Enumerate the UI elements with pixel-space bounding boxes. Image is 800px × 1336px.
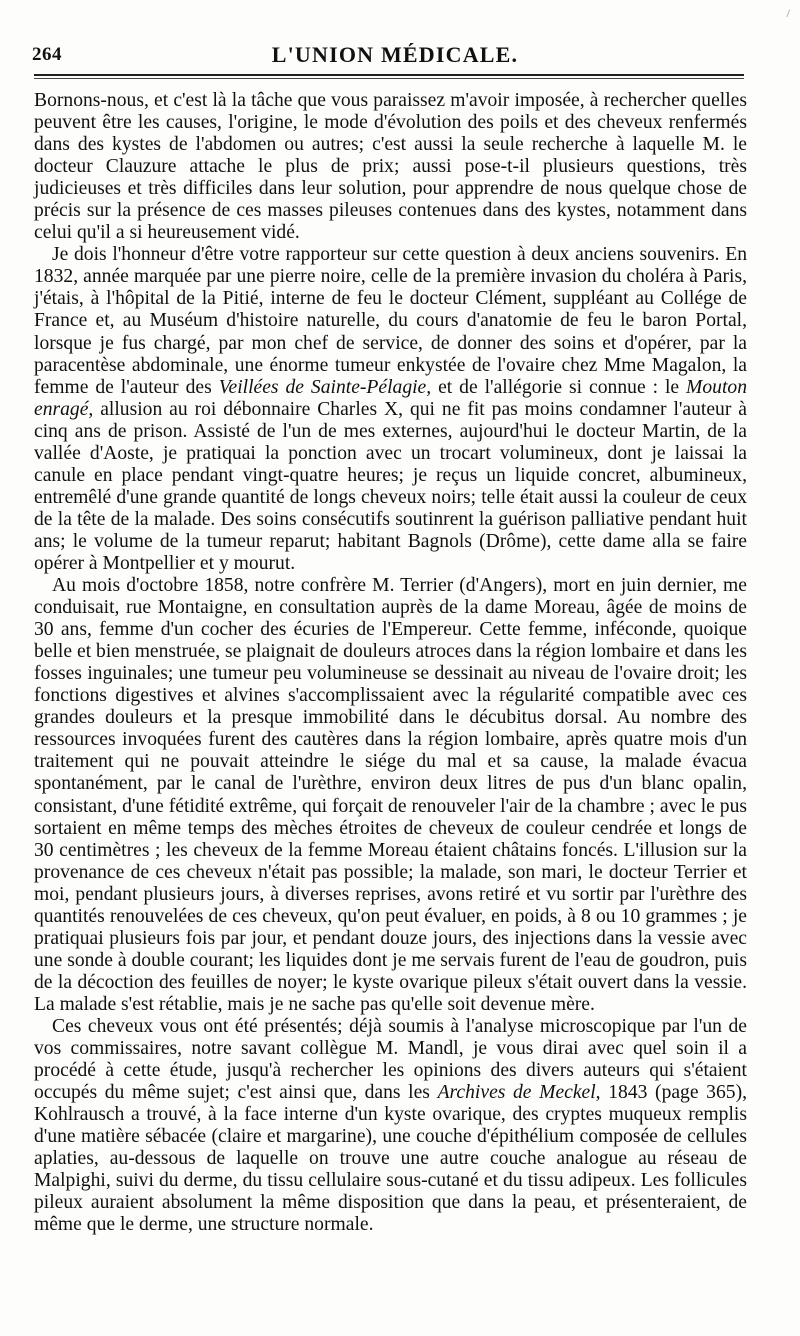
running-title: L'UNION MÉDICALE. <box>271 42 519 67</box>
book-title: Mouton enragé, <box>34 376 747 420</box>
paragraph-4 <box>34 1016 747 1236</box>
header-rule <box>34 74 744 79</box>
page-header <box>30 38 760 72</box>
book-title: Veillées de Sainte-Pélagie, <box>218 376 432 398</box>
paragraph-text: Au mois d'octobre 1858, notre confrère M. Terrier (d'Angers), mort en juin dernier, me conduisait, rue Montaigne, en consultation auprès de la dame Moreau, âgée de moins de 30 ans, femme d'un cocher des écuries de l'Empereur. Cette femme, inféconde, quoique belle et bien menstruée, se plaignait de douleurs atroces dans la région lombaire et dans les fosses inguinales; une tumeur peu volumineuse se dessinait au niveau de l'ovaire droit; les fonctions digestives et alvines s'accomplissaient avec la régularité compatible avec ces grandes douleurs et la presque immobilité dans le décubitus dorsal. Au nombre des ressources invoquées furent des cautères dans la région lombaire, après quatre mois d'un traitement qui ne pouvait atteindre le siége du mal et sa cause, la malade évacua spontanément, par le canal de l'urèthre, environ deux litres de pus d'un blanc opalin, consistant, d'une fétidité extrême, qui forçait de renouveler l'air de la chambre ; avec le pus sortaient en même temps des mèches étroites de cheveux de couleur cendrée et longs de 30 centimètres ; les cheveux de la femme Moreau étaient châtains foncés. L'illusion sur la provenance de ces cheveux n'était pas possible; la malade, son mari, le docteur Terrier et moi, pendant plusieurs jours, à diverses reprises, avons retiré et vu sortir par l'urèthre des quantités renouvelées de ces cheveux, qu'on peut évaluer, en poids, à 8 ou 10 grammes ; je pratiquai plusieurs fois par jour, et pendant douze jours, des injections dans la vessie avec une sonde à double courant; les liquides dont je me servais furent de l'eau de goudron, puis de la décoction des feuilles de noyer; le kyste ovarique pileux s'était ouvert dans la vessie. La malade s'est rétablie, mais je ne sache pas qu'elle soit devenue mère. <box>34 575 747 1015</box>
paragraph-3 <box>34 575 747 1016</box>
journal-title: Archives de Meckel, <box>437 1082 601 1104</box>
paragraph-text: et de l'allégorie si connue : le <box>431 376 687 398</box>
body-text <box>34 90 747 1236</box>
paragraph-2 <box>34 244 747 575</box>
paragraph-1 <box>34 90 747 244</box>
paragraph-text: Ces cheveux vous ont été présentés; déjà soumis à l'analyse microscopique par l'un de vos commissaires, notre savant collègue M. Mandl, je vous dirai avec quel soin il a procédé à cette étude, jusqu'à rechercher les opinions des divers auteurs qui s'étaient occupés du même sujet; c'est ainsi que, dans les <box>34 1015 747 1104</box>
page-number: 264 <box>32 44 62 65</box>
paragraph-text: Bornons-nous, et c'est là la tâche que vous paraissez m'avoir imposée, à rechercher quelles peuvent être les causes, l'origine, le mode d'évolution des poils et des cheveux renfermés dans des kystes de l'abdomen ou autres; c'est aussi la seule recherche à laquelle M. le docteur Clauzure attache le plus de prix; aussi pose-t-il plusieurs questions, très judicieuses et très difficiles dans leur solution, pour apprendre de nous quelque chose de précis sur la présence de ces masses pileuses contenues dans des kystes, notamment dans celui qu'il a si heureusement vidé. <box>34 90 747 244</box>
paragraph-text: 1843 (page 365), Kohlrausch a trouvé, à la face interne d'un kyste ovarique, des cryptes muqueux remplis d'une matière sébacée (claire et margarine), une couche d'épithélium composée de cellules aplaties, au-dessous de laquelle on trouve une autre couche analogue au réseau de Malpighi, suivi du derme, du tissu cellulaire sous-cutané et du tissu adipeux. Les follicules pileux auraient absolument la même disposition que dans la peau, et présenteraient, de même que le derme, une structure normale. <box>34 1082 747 1236</box>
edge-mark: / <box>786 6 790 20</box>
paragraph-text: Je dois l'honneur d'être votre rapporteur sur cette question à deux anciens souvenirs. En 1832, année marquée par une pierre noire, celle de la première invasion du choléra à Paris, j'étais, à l'hôpital de la Pitié, interne de feu le docteur Clément, suppléant au Collége de France et, au Muséum d'histoire naturelle, du cours d'anatomie de feu le baron Portal, lorsque je fus chargé, par mon chef de service, de donner des soins et d'opérer, par la paracentèse abdominale, une énorme tumeur enkystée de l'ovaire chez Mme Magalon, la femme de l'auteur des <box>34 244 747 398</box>
paragraph-text: allusion au roi débonnaire Charles X, qui ne fit pas moins condamner l'auteur à cinq ans de prison. Assisté de l'un de mes externes, aujourd'hui le docteur Martin, de la vallée d'Aoste, je pratiquai la ponction avec un trocart volumineux, dont je laissai la canule en place pendant vingt-quatre heures; je reçus un liquide concret, albumineux, entremêlé d'une grande quantité de longs cheveux noirs; telle était aussi la couleur de ceux de la tête de la malade. Des soins consécutifs soutinrent la guérison palliative pendant huit ans; le volume de la tumeur reparut; habitant Bagnols (Drôme), cette dame alla se faire opérer à Montpellier et y mourut. <box>34 398 747 574</box>
